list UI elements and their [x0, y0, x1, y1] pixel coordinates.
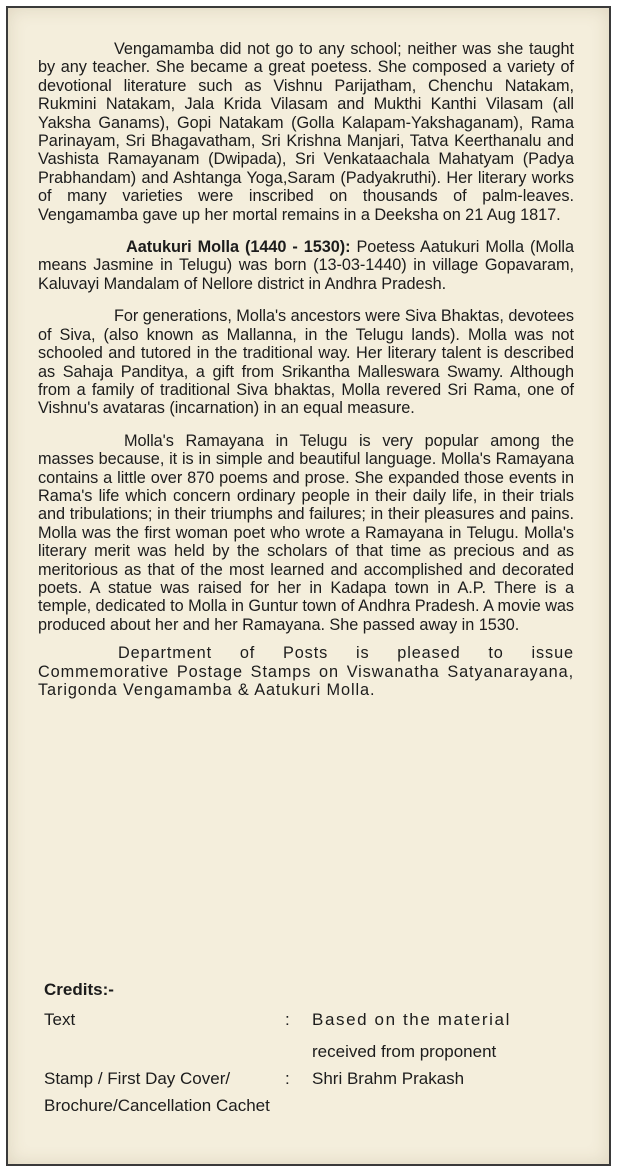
credit-stamp-colon: :: [285, 1069, 290, 1088]
credits-title: Credits:-: [44, 980, 114, 999]
credit-text-value-line2: received from proponent: [312, 1042, 497, 1061]
paragraph-molla-intro: [38, 238, 574, 293]
credit-stamp-label: Stamp / First Day Cover/: [44, 1069, 231, 1088]
credit-stamp-label-line2: Brochure/Cancellation Cachet: [44, 1096, 270, 1115]
molla-heading: Aatukuri Molla (1440 - 1530):: [126, 238, 351, 257]
molla-intro-body: Poetess Aatukuri Molla (Molla means Jasmine in Telugu) was born (13-03-1440) in village Gopavaram, Kaluvayi Mandalam of Nellore district in Andhra Pradesh.: [38, 238, 574, 293]
paragraph-department-note: Department of Posts is pleased to issue Commemorative Postage Stamps on Viswanatha Satyanarayana, Tarigonda Vengamamba & Aatukuri Molla.: [38, 644, 574, 699]
paragraph-vengamamba: Vengamamba did not go to any school; neither was she taught by any teacher. She became a great poetess. She composed a variety of devotional literature such as Vishnu Parijatham, Chenchu Natakam, Rukmini Natakam, Jala Krida Vilasam and Mukthi Kanthi Vilasam (all Yaksha Ganams), Gopi Natakam (Golla Kalapam-Yakshaganam), Rama Parinayam, Sri Bhagavatham, Sri Krishna Manjari, Tatva Keerthanalu and Vashista Ramayanam (Dwipada), Sri Venkataachala Mahatyam (Padya Prabhandam) and Ashtanga Yoga,Saram (Padyakruthi). Her literary works of many varieties were inscribed on thousands of palm-leaves. Vengamamba gave up her mortal remains in a Deeksha on 21 Aug 1817.: [38, 40, 574, 224]
brochure-text: [38, 40, 574, 711]
credit-text-label: Text: [44, 1010, 76, 1029]
credit-text-colon: :: [285, 1010, 290, 1029]
credit-text-value: Based on the material: [312, 1010, 511, 1029]
paragraph-molla-ancestors: For generations, Molla's ancestors were Siva Bhaktas, devotees of Siva, (also known as Mallanna, in the Telugu lands). Molla was not schooled and tutored in the traditional way. Her literary talent is described as Sahaja Panditya, a gift from Srikantha Malleswara Swamy. Although from a family of traditional Siva bhaktas, Molla revered Sri Rama, one of Vishnu's avataras (incarnation) in an equal measure.: [38, 307, 574, 418]
credit-stamp-value: Shri Brahm Prakash: [312, 1069, 465, 1088]
paragraph-molla-ramayana: Molla's Ramayana in Telugu is very popular among the masses because, it is in simple and beautiful language. Molla's Ramayana contains a little over 870 poems and prose. She expanded those events in Rama's life which concern ordinary people in their daily life, in their trials and tribulations; in their triumphs and failures; in their pleasures and pains. Molla was the first woman poet who wrote a Ramayana in Telugu. Molla's literary merit was held by the scholars of that time as precious and as meritorious as that of the most learned and accomplished and decorated poets. A statue was raised for her in Kadapa town in A.P. There is a temple, dedicated to Molla in Guntur town of Andhra Pradesh. A movie was produced about her and her Ramayana. She passed away in 1530.: [38, 431, 574, 634]
